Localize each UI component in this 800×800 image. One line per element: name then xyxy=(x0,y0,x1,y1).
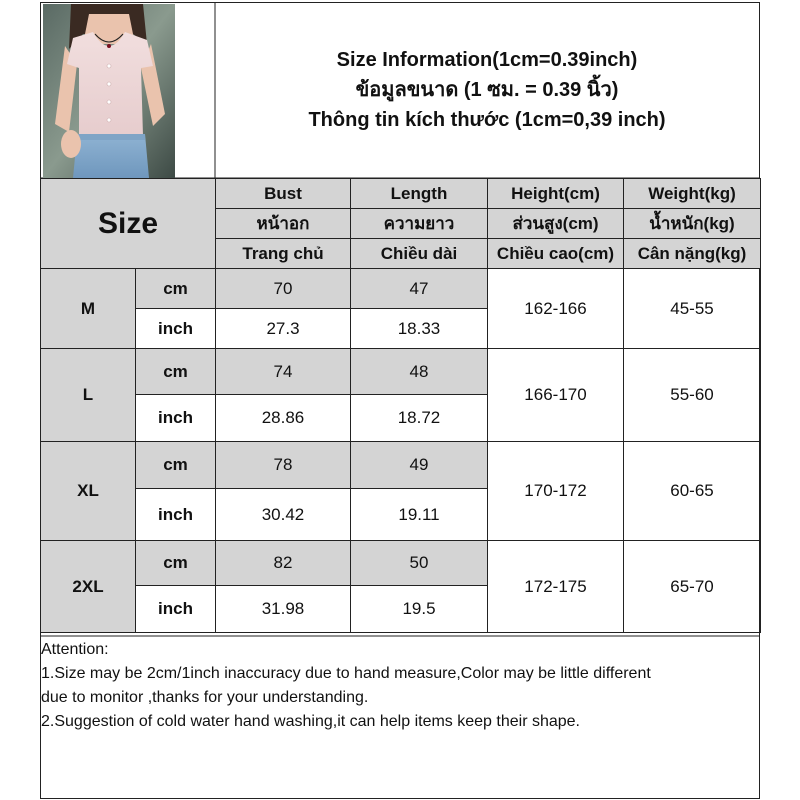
bust-cm-value: 70 xyxy=(216,269,351,309)
bust-cm-value: 82 xyxy=(216,541,351,586)
bust-header-thai: หน้าอก xyxy=(216,209,351,239)
length-inch-value: 19.11 xyxy=(351,489,488,541)
length-cm-value: 47 xyxy=(351,269,488,309)
size-label-l: L xyxy=(41,349,136,442)
header-row-english xyxy=(41,179,761,209)
height-value: 162-166 xyxy=(488,269,624,349)
title-thai: ข้อมูลขนาด (1 ซม. = 0.39 นิ้ว) xyxy=(355,79,619,101)
unit-cm: cm xyxy=(136,442,216,489)
size-table xyxy=(40,178,761,633)
weight-value: 60-65 xyxy=(624,442,761,541)
unit-cm: cm xyxy=(136,541,216,586)
unit-inch: inch xyxy=(136,309,216,349)
length-inch-value: 18.72 xyxy=(351,395,488,442)
height-header-vietnamese: Chiều cao(cm) xyxy=(488,239,624,269)
bust-inch-value: 27.3 xyxy=(216,309,351,349)
note-line-1: 1.Size may be 2cm/1inch inaccuracy due to hand measure,Color may be little different xyxy=(41,665,651,682)
title-english: Size Information(1cm=0.39inch) xyxy=(336,49,638,71)
weight-value: 55-60 xyxy=(624,349,761,442)
size-label-m: M xyxy=(41,269,136,349)
length-cm-value: 50 xyxy=(351,541,488,586)
height-value: 166-170 xyxy=(488,349,624,442)
title-vietnamese: Thông tin kích thước (1cm=0,39 inch) xyxy=(308,109,666,131)
size-label-2xl: 2XL xyxy=(41,541,136,633)
height-header: Height(cm) xyxy=(488,179,624,209)
unit-inch: inch xyxy=(136,586,216,633)
bust-cm-value: 74 xyxy=(216,349,351,395)
table-row xyxy=(41,442,761,489)
length-inch-value: 19.5 xyxy=(351,586,488,633)
attention-heading: Attention: xyxy=(41,641,109,658)
height-value: 170-172 xyxy=(488,442,624,541)
unit-cm: cm xyxy=(136,349,216,395)
size-information-title xyxy=(215,2,759,178)
length-inch-value: 18.33 xyxy=(351,309,488,349)
height-value: 172-175 xyxy=(488,541,624,633)
weight-value: 45-55 xyxy=(624,269,761,349)
weight-value: 65-70 xyxy=(624,541,761,633)
unit-inch: inch xyxy=(136,395,216,442)
unit-cm: cm xyxy=(136,269,216,309)
weight-header: Weight(kg) xyxy=(624,179,761,209)
bust-header-vietnamese: Trang chủ xyxy=(216,239,351,269)
bust-inch-value: 30.42 xyxy=(216,489,351,541)
unit-inch: inch xyxy=(136,489,216,541)
size-label-xl: XL xyxy=(41,442,136,541)
table-row xyxy=(41,541,761,586)
table-row xyxy=(41,269,761,309)
bust-inch-value: 31.98 xyxy=(216,586,351,633)
bust-inch-value: 28.86 xyxy=(216,395,351,442)
length-header-thai: ความยาว xyxy=(351,209,488,239)
table-row xyxy=(41,349,761,395)
note-line-1-continued: due to monitor ,thanks for your understanding. xyxy=(41,689,369,706)
weight-header-vietnamese: Cân nặng(kg) xyxy=(624,239,761,269)
length-header-vietnamese: Chiều dài xyxy=(351,239,488,269)
note-line-2: 2.Suggestion of cold water hand washing,it can help items keep their shape. xyxy=(41,713,580,730)
product-photo xyxy=(43,4,175,178)
size-header-cell: Size xyxy=(41,179,216,269)
bust-header: Bust xyxy=(216,179,351,209)
length-cm-value: 48 xyxy=(351,349,488,395)
attention-notes xyxy=(41,638,757,796)
bust-cm-value: 78 xyxy=(216,442,351,489)
length-cm-value: 49 xyxy=(351,442,488,489)
length-header: Length xyxy=(351,179,488,209)
height-header-thai: ส่วนสูง(cm) xyxy=(488,209,624,239)
weight-header-thai: น้ำหนัก(kg) xyxy=(624,209,761,239)
